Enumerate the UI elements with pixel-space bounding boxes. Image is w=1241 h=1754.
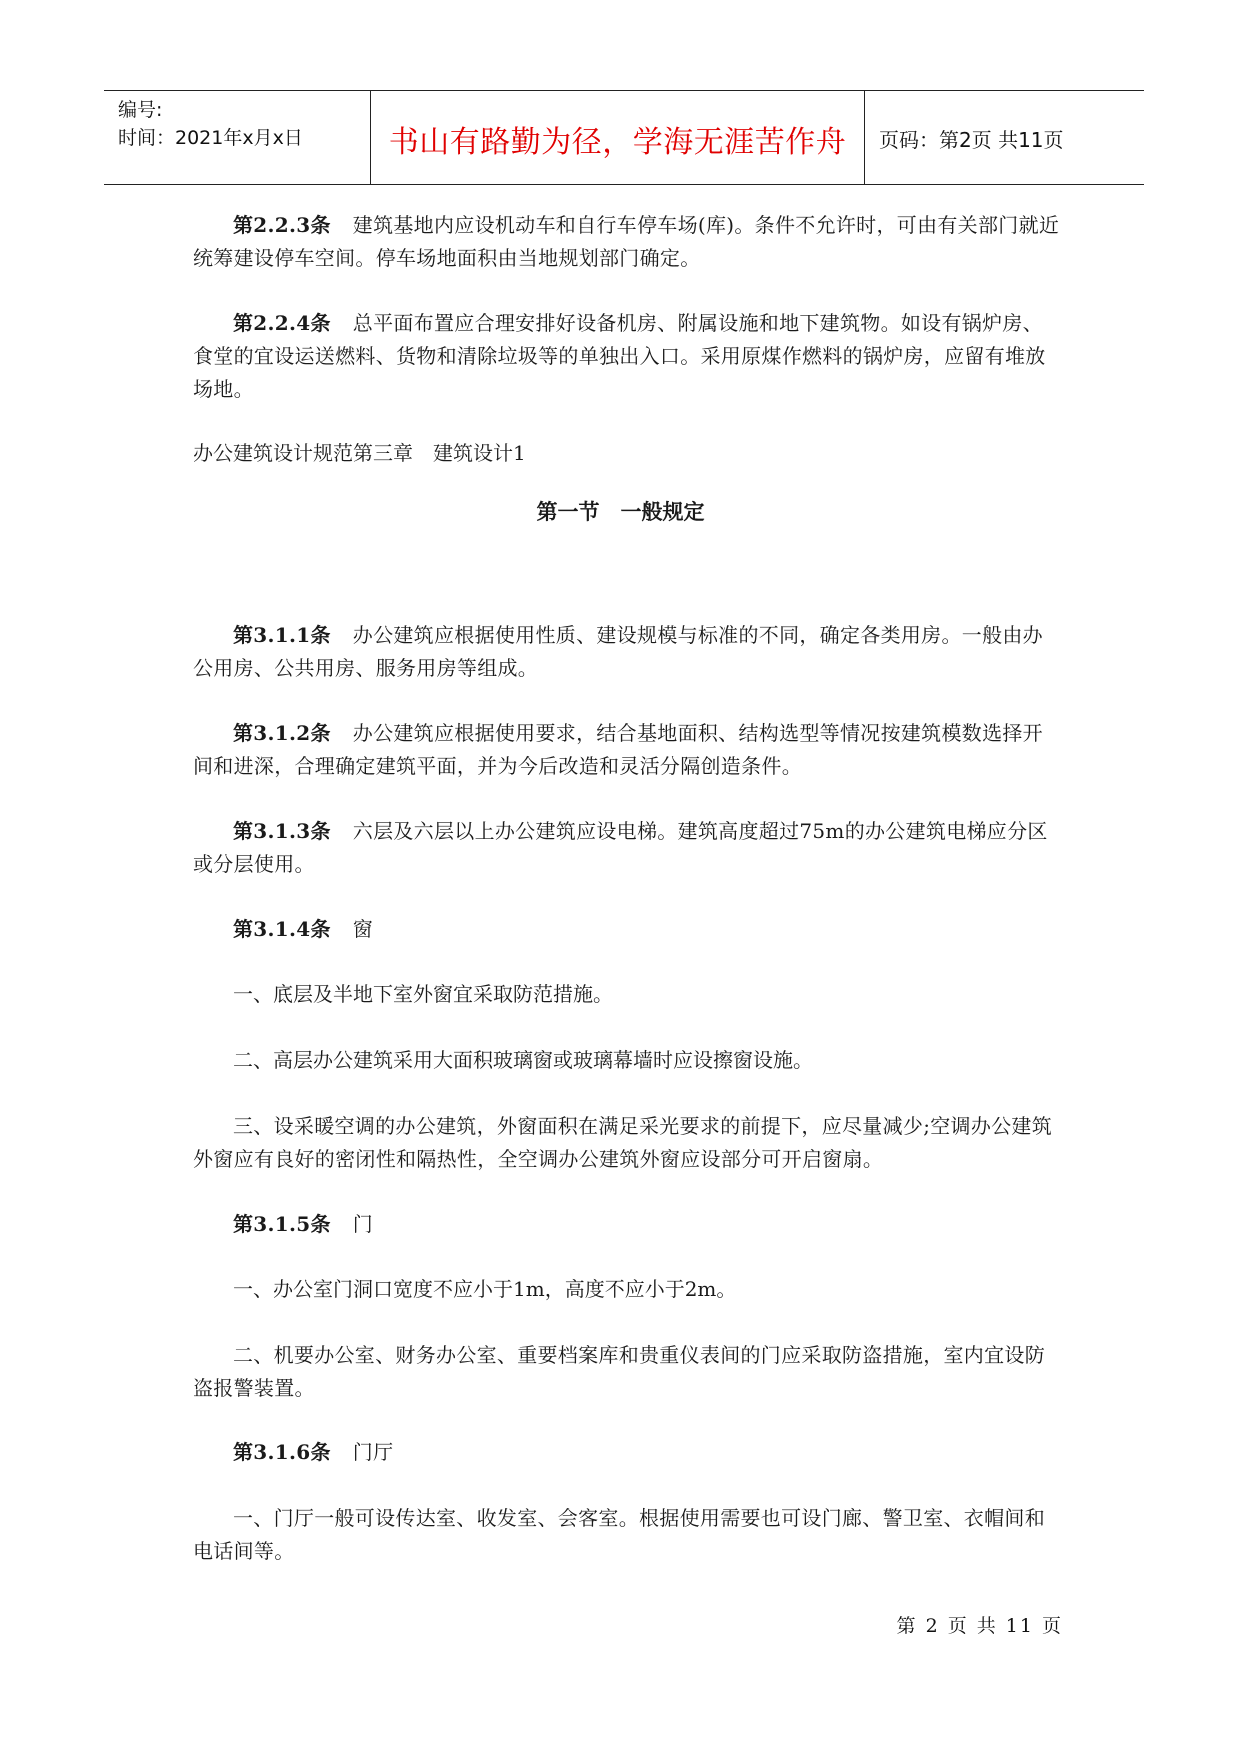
chapter-title: 办公建筑设计规范第三章 建筑设计1 — [193, 441, 526, 465]
header-meta-cell — [104, 91, 370, 184]
article-number: 第2.2.3条 — [233, 213, 331, 237]
article-text: 窗 — [352, 917, 374, 941]
door-clause-1: 一、办公室门洞口宽度不应小于1m，高度不应小于2m。 — [233, 1277, 737, 1301]
article-text: 门厅 — [352, 1440, 394, 1464]
window-clause-3: 三、设采暖空调的办公建筑，外窗面积在满足采光要求的前提下，应尽量减少;空调办公建筑外窗应有良好的密闭性和隔热性，全空调办公建筑外窗应设部分可开启窗扇。 — [193, 1114, 1053, 1171]
article-3-1-1 — [193, 619, 1063, 685]
article-text: 办公建筑应根据使用要求，结合基地面积、结构选型等情况按建筑模数选择开间和进深，合理确定建筑平面，并为今后改造和灵活分隔创造条件。 — [193, 721, 1043, 778]
window-clause-2: 二、高层办公建筑采用大面积玻璃窗或玻璃幕墙时应设擦窗设施。 — [233, 1048, 813, 1072]
article-text: 总平面布置应合理安排好设备机房、附属设施和地下建筑物。如设有锅炉房、食堂的宜设运送燃料、货物和清除垃圾等的单独出入口。采用原煤作燃料的锅炉房，应留有堆放场地。 — [193, 311, 1046, 401]
article-number: 第3.1.2条 — [233, 721, 331, 745]
article-3-1-3 — [193, 815, 1063, 881]
header-motto-cell — [370, 91, 865, 184]
window-clause-1: 一、底层及半地下室外窗宜采取防范措施。 — [233, 982, 613, 1006]
article-number: 第3.1.5条 — [233, 1212, 331, 1236]
page-header — [104, 90, 1144, 185]
article-3-1-4 — [193, 913, 1063, 946]
page-footer: 第 2 页 共 11 页 — [896, 1615, 1063, 1637]
header-page-info: 页码：第2页 共11页 — [879, 128, 1064, 152]
article-text: 办公建筑应根据使用性质、建设规模与标准的不同，确定各类用房。一般由办公用房、公共用房、服务用房等组成。 — [193, 623, 1043, 680]
article-number: 第2.2.4条 — [233, 311, 331, 335]
lobby-clause-1: 一、门厅一般可设传达室、收发室、会客室。根据使用需要也可设门廊、警卫室、衣帽间和电话间等。 — [193, 1506, 1045, 1563]
document-time-label: 时间：2021年x月x日 — [118, 127, 303, 149]
article-3-1-5 — [193, 1208, 1063, 1241]
section-heading: 第一节 一般规定 — [536, 499, 705, 524]
article-number: 第3.1.3条 — [233, 819, 331, 843]
article-number: 第3.1.4条 — [233, 917, 331, 941]
article-3-1-6 — [193, 1436, 1063, 1469]
document-number-label: 编号: — [118, 99, 163, 121]
article-number: 第3.1.6条 — [233, 1440, 331, 1464]
article-text: 门 — [352, 1212, 374, 1236]
header-page-cell — [865, 91, 1144, 184]
article-2-2-4 — [193, 307, 1063, 406]
door-clause-2: 二、机要办公室、财务办公室、重要档案库和贵重仪表间的门应采取防盗措施，室内宜设防盗报警装置。 — [193, 1343, 1045, 1400]
article-3-1-2 — [193, 717, 1063, 783]
article-number: 第3.1.1条 — [233, 623, 331, 647]
article-text: 建筑基地内应设机动车和自行车停车场(库)。条件不允许时，可由有关部门就近统筹建设停车空间。停车场地面积由当地规划部门确定。 — [193, 213, 1060, 270]
article-2-2-3 — [193, 209, 1063, 275]
header-motto: 书山有路勤为径，学海无涯苦作舟 — [388, 125, 847, 160]
article-text: 六层及六层以上办公建筑应设电梯。建筑高度超过75m的办公建筑电梯应分区或分层使用。 — [193, 819, 1048, 876]
